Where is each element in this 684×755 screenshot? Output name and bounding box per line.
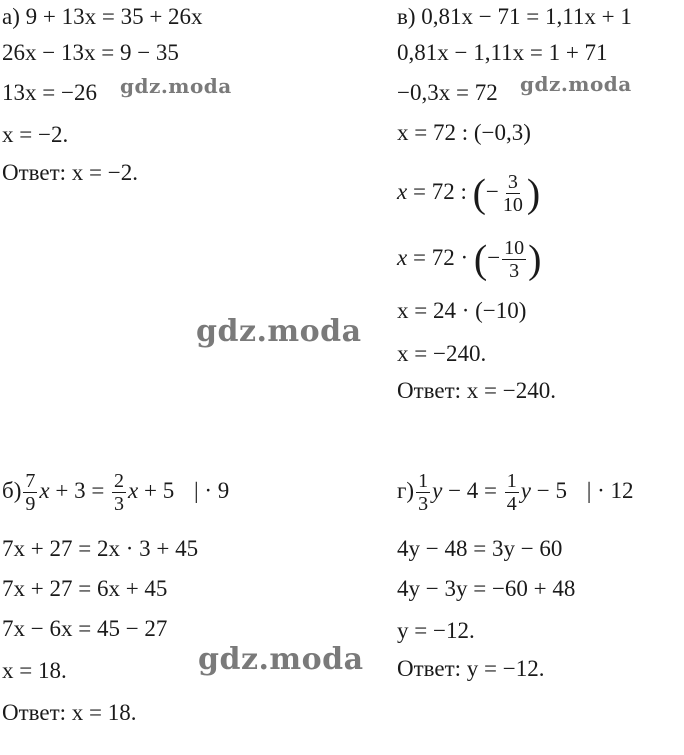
problem-a-answer: Ответ: x = −2. (2, 160, 138, 185)
fraction-numerator: 10 (504, 237, 525, 260)
problem-v-line-2: 0,81x − 1,11x = 1 + 71 (397, 40, 608, 65)
problem-g-line-4: y = −12. (397, 618, 475, 643)
fraction-denominator: 3 (114, 493, 125, 515)
fraction (501, 171, 525, 216)
problem-g-multiplier: | · 12 (586, 477, 634, 503)
problem-b-line-5: x = 18. (2, 658, 67, 683)
problem-v-line-4: x = 72 : (−0,3) (397, 120, 531, 145)
problem-a-line-3: 13x = −26 (2, 80, 97, 105)
problem-b-line-3: 7x + 27 = 6x + 45 (2, 576, 168, 601)
fraction-denominator: 3 (509, 260, 520, 283)
fraction (502, 237, 526, 282)
problem-v-label: в) (397, 4, 416, 29)
fraction-numerator: 1 (418, 470, 429, 492)
problem-b-answer: Ответ: x = 18. (2, 700, 137, 725)
problem-v-line-1 (397, 4, 632, 30)
fraction (112, 470, 126, 515)
problem-a-line-4: x = −2. (2, 122, 69, 147)
fraction-denominator: 3 (418, 493, 429, 515)
fraction (23, 470, 37, 515)
fraction-denominator: 4 (506, 493, 517, 515)
problem-v-answer: Ответ: x = −240. (397, 378, 556, 403)
fraction-numerator: 7 (25, 470, 36, 492)
problem-g-line-3: 4y − 3y = −60 + 48 (397, 576, 576, 601)
problem-v-line-3: −0,3x = 72 (397, 80, 498, 105)
fraction-numerator: 3 (507, 171, 518, 194)
problem-b-line-4: 7x − 6x = 45 − 27 (2, 616, 168, 641)
watermark: gdz.moda (120, 74, 232, 98)
watermark: gdz.moda (520, 72, 632, 96)
problem-b-multiplier: | · 9 (194, 477, 230, 503)
problem-v-line-5: x = 72 : (− $\frac{3}{10}$ ) (397, 170, 541, 217)
watermark: gdz.moda (198, 642, 364, 677)
problem-g-line-1: г) $\frac{1}{3}$ y − 4 = $\frac{1}{4}$ y − 5 | · 12 (397, 470, 634, 515)
problem-g-label: г) (397, 477, 415, 503)
problem-b-line-1: б) $\frac{7}{9}$ x + 3 = $\frac{2}{3}$ x + 5 | · 9 (2, 470, 230, 515)
fraction-denominator: 10 (502, 194, 523, 217)
problem-a-line-1 (2, 4, 203, 30)
problem-v-line-7: x = 24 · (−10) (397, 298, 527, 323)
fraction-denominator: 9 (25, 493, 36, 515)
problem-a-label: а) (2, 4, 20, 29)
problem-g-answer: Ответ: y = −12. (397, 656, 545, 681)
problem-b-line-2: 7x + 27 = 2x · 3 + 45 (2, 536, 199, 561)
watermark: gdz.moda (196, 314, 362, 349)
problem-b-label: б) (2, 477, 22, 503)
problem-a-line-2: 26x − 13x = 9 − 35 (2, 40, 179, 65)
problem-g-line-2: 4y − 48 = 3y − 60 (397, 536, 563, 561)
problem-a-equation: 9 + 13x = 35 + 26x (25, 4, 203, 29)
problem-v-line-8: x = −240. (397, 341, 487, 366)
problem-v-equation: 0,81x − 71 = 1,11x + 1 (421, 4, 632, 29)
fraction-numerator: 1 (506, 470, 517, 492)
problem-v-line-6: x = 72 · (− $\frac{10}{3}$ ) (397, 236, 542, 283)
fraction (416, 470, 430, 515)
fraction-numerator: 2 (114, 470, 125, 492)
fraction (505, 470, 519, 515)
